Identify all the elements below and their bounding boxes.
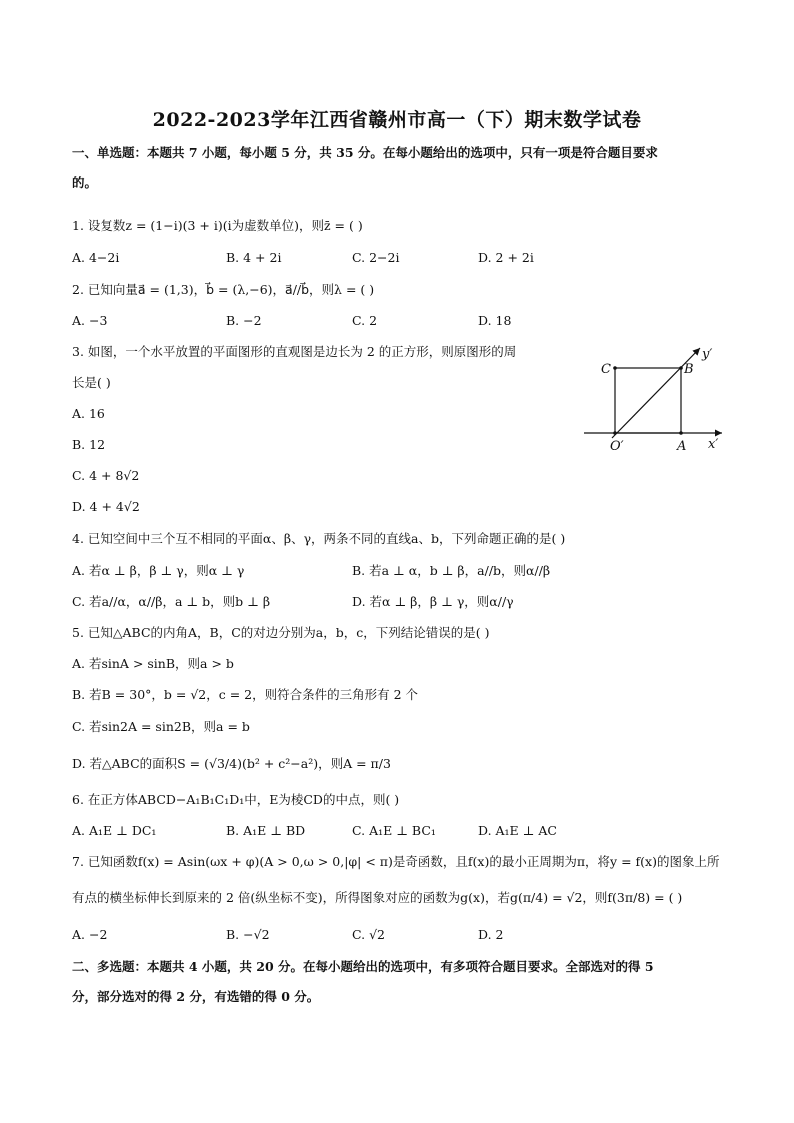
q1-stem: 1. 设复数z = (1−i)(3 + i)(i为虚数单位)，则z̄ = ( ) [72, 218, 363, 233]
q7-option-b: B. −√2 [226, 927, 270, 942]
label-x-prime: x′ [708, 437, 719, 452]
q7-stem-line2: 有点的横坐标伸长到原来的 2 倍(纵坐标不变)，所得图象对应的函数为g(x)，若g(π/4) = √2，则f(3π/8) = ( ) [72, 890, 683, 905]
q7-option-c: C. √2 [352, 927, 385, 942]
q4-stem: 4. 已知空间中三个互不相同的平面α、β、γ，两条不同的直线a、b，下列命题正确的是( ) [72, 531, 566, 546]
q5-stem: 5. 已知△ABC的内角A，B，C的对边分别为a，b，c，下列结论错误的是( ) [72, 625, 490, 640]
q6-option-b: B. A₁E ⊥ BD [226, 823, 306, 838]
q5-option-b: B. 若B = 30°，b = √2，c = 2，则符合条件的三角形有 2 个 [72, 687, 419, 702]
q1-option-d: D. 2 + 2i [478, 250, 534, 265]
label-o-prime: O′ [610, 439, 624, 454]
q5-option-d: D. 若△ABC的面积S = (√3/4)(b² + c²−a²)，则A = π/3 [72, 756, 391, 771]
label-y-prime: y′ [702, 347, 713, 362]
q2-stem: 2. 已知向量a⃗ = (1,3)，b⃗ = (λ,−6)，a⃗//b⃗，则λ = ( ) [72, 282, 375, 297]
q7-stem-line1: 7. 已知函数f(x) = Asin(ωx + φ)(A > 0,ω > 0,|φ| < π)是奇函数，且f(x)的最小正周期为π，将y = f(x)的图象上所 [72, 854, 720, 869]
q6-stem: 6. 在正方体ABCD−A₁B₁C₁D₁中，E为棱CD的中点，则( ) [72, 792, 400, 807]
q2-option-c: C. 2 [352, 313, 378, 328]
section2-heading-line2: 分，部分选对的得 2 分，有选错的得 0 分。 [72, 989, 320, 1004]
q3-option-a: A. 16 [72, 406, 105, 421]
q4-option-a: A. 若α ⊥ β，β ⊥ γ，则α ⊥ γ [72, 563, 245, 578]
q4-option-c: C. 若a//α，α//β，a ⊥ b，则b ⊥ β [72, 594, 271, 609]
q3-option-d: D. 4 + 4√2 [72, 499, 140, 514]
q5-option-c: C. 若sin2A = sin2B，则a = b [72, 719, 250, 734]
q2-option-d: D. 18 [478, 313, 512, 328]
q3-stem-line2: 长是( ) [72, 375, 111, 390]
q6-option-c: C. A₁E ⊥ BC₁ [352, 823, 436, 838]
label-a: A [677, 439, 687, 454]
q1-option-a: A. 4−2i [72, 250, 120, 265]
q3-square-figure [582, 338, 732, 458]
q6-option-d: D. A₁E ⊥ AC [478, 823, 557, 838]
page-title: 2022-2023学年江西省赣州市高一（下）期末数学试卷 [152, 109, 642, 131]
q4-option-b: B. 若a ⊥ α，b ⊥ β，a//b，则α//β [352, 563, 551, 578]
q3-stem-line1: 3. 如图，一个水平放置的平面图形的直观图是边长为 2 的正方形，则原图形的周 [72, 344, 517, 359]
section2-heading-line1: 二、多选题：本题共 4 小题，共 20 分。在每小题给出的选项中，有多项符合题目要求。全部选对的得 5 [72, 959, 654, 974]
q1-option-b: B. 4 + 2i [226, 250, 282, 265]
q7-option-d: D. 2 [478, 927, 504, 942]
q2-option-a: A. −3 [72, 313, 108, 328]
q1-option-c: C. 2−2i [352, 250, 400, 265]
section1-heading-line1: 一、单选题：本题共 7 小题，每小题 5 分，共 35 分。在每小题给出的选项中，只有一项是符合题目要求 [72, 145, 658, 160]
label-c: C [601, 362, 611, 377]
q4-option-d: D. 若α ⊥ β，β ⊥ γ，则α//γ [352, 594, 514, 609]
q6-option-a: A. A₁E ⊥ DC₁ [72, 823, 157, 838]
label-b: B [684, 362, 694, 377]
q3-option-c: C. 4 + 8√2 [72, 468, 140, 483]
q5-option-a: A. 若sinA > sinB，则a > b [72, 656, 234, 671]
q7-option-a: A. −2 [72, 927, 108, 942]
section1-heading-line2: 的。 [72, 175, 98, 190]
q3-option-b: B. 12 [72, 437, 106, 452]
q2-option-b: B. −2 [226, 313, 262, 328]
